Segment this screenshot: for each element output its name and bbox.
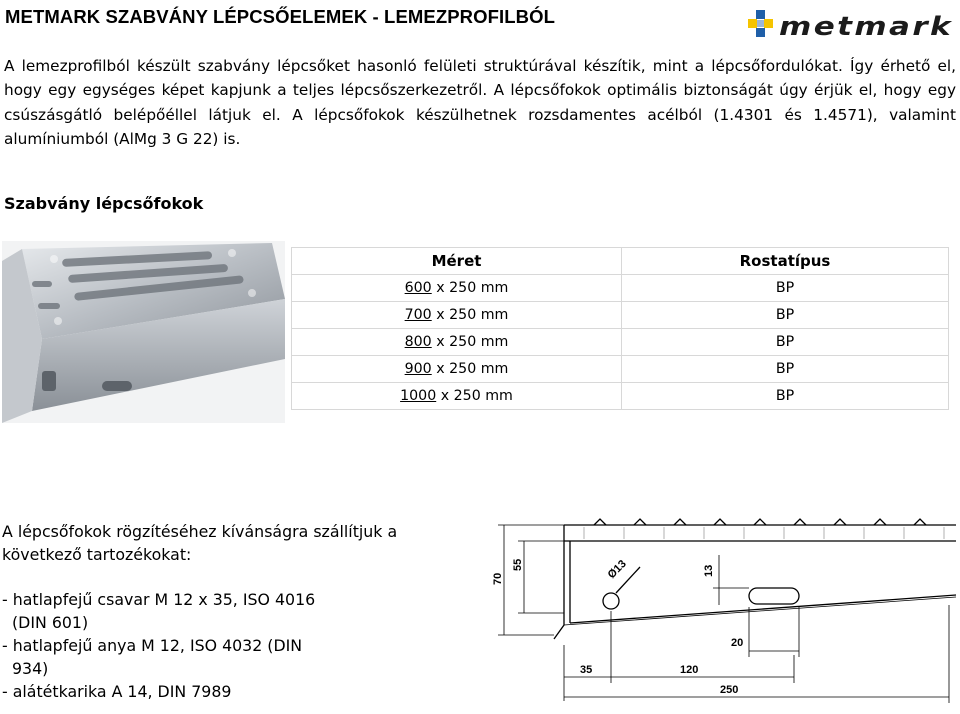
accessories-intro: A lépcsőfokok rögzítéséhez kívánságra szállítjuk a következő tartozékokat: [2,522,398,564]
table-row [292,302,949,329]
dim-20: 20 [731,637,744,649]
type-cell: BP [622,329,949,356]
accessory-item-cont: (DIN 601) [12,613,89,632]
accessory-item: - alátétkarika A 14, DIN 7989 [2,682,232,701]
column-header-type: Rostatípus [622,248,949,275]
logo-mark [748,10,773,37]
type-cell: BP [622,275,949,302]
dim-55: 55 [512,558,524,571]
size-cell: 700 x 250 mm [292,302,622,329]
dim-70: 70 [492,572,504,585]
table-row [292,329,949,356]
table-row [292,356,949,383]
size-cell: 900 x 250 mm [292,356,622,383]
logo-wordmark: metmark [779,12,953,42]
type-cell: BP [622,302,949,329]
dim-120: 120 [680,664,699,676]
length-value: 900 [404,361,432,377]
size-cell: 800 x 250 mm [292,329,622,356]
dim-diameter: Ø13 [605,557,629,582]
size-cell: 600 x 250 mm [292,275,622,302]
page-title: METMARK SZABVÁNY LÉPCSŐELEMEK - LEMEZPROFILBÓL [5,6,556,27]
accessories-block [2,520,472,703]
length-value: 600 [404,280,432,296]
type-cell: BP [622,383,949,410]
intro-paragraph: A lemezprofilból készült szabvány lépcsőket hasonló felületi struktúrával készítik, mint a lépcsőfordulókat. Így érhető el, hogy egy egységes képet kapjunk a teljes lépcsőszerkezetről. A lépcsőfokok optimális biztonságát úgy érjük el, hogy egy csúszásgátló belépőéllel látjuk el. A lépcsőfokok készülhetnek rozsdamentes acélból (1.4301 és 1.4571), valamint alumíniumból (AlMg 3 G 22) is. [4,57,956,149]
technical-drawing [494,515,958,714]
accessory-item: - hatlapfejű anya M 12, ISO 4032 (DIN [2,636,303,655]
stair-tread-photo [2,241,285,423]
length-value: 1000 [400,388,437,404]
table-row [292,383,949,410]
dim-250: 250 [720,684,739,696]
size-cell: 1000 x 250 mm [292,383,622,410]
type-cell: BP [622,356,949,383]
size-table [291,247,949,410]
column-header-size: Méret [292,248,622,275]
dim-13: 13 [703,564,715,577]
table-header-row [292,248,949,275]
length-value: 700 [404,307,432,323]
metmark-logo [746,8,956,44]
section-title: Szabvány lépcsőfokok [4,194,204,213]
length-value: 800 [404,334,432,350]
table-row [292,275,949,302]
accessory-item-cont: 934) [12,659,49,678]
dim-35: 35 [580,664,593,676]
accessory-item: - hatlapfejű csavar M 12 x 35, ISO 4016 [2,590,316,609]
